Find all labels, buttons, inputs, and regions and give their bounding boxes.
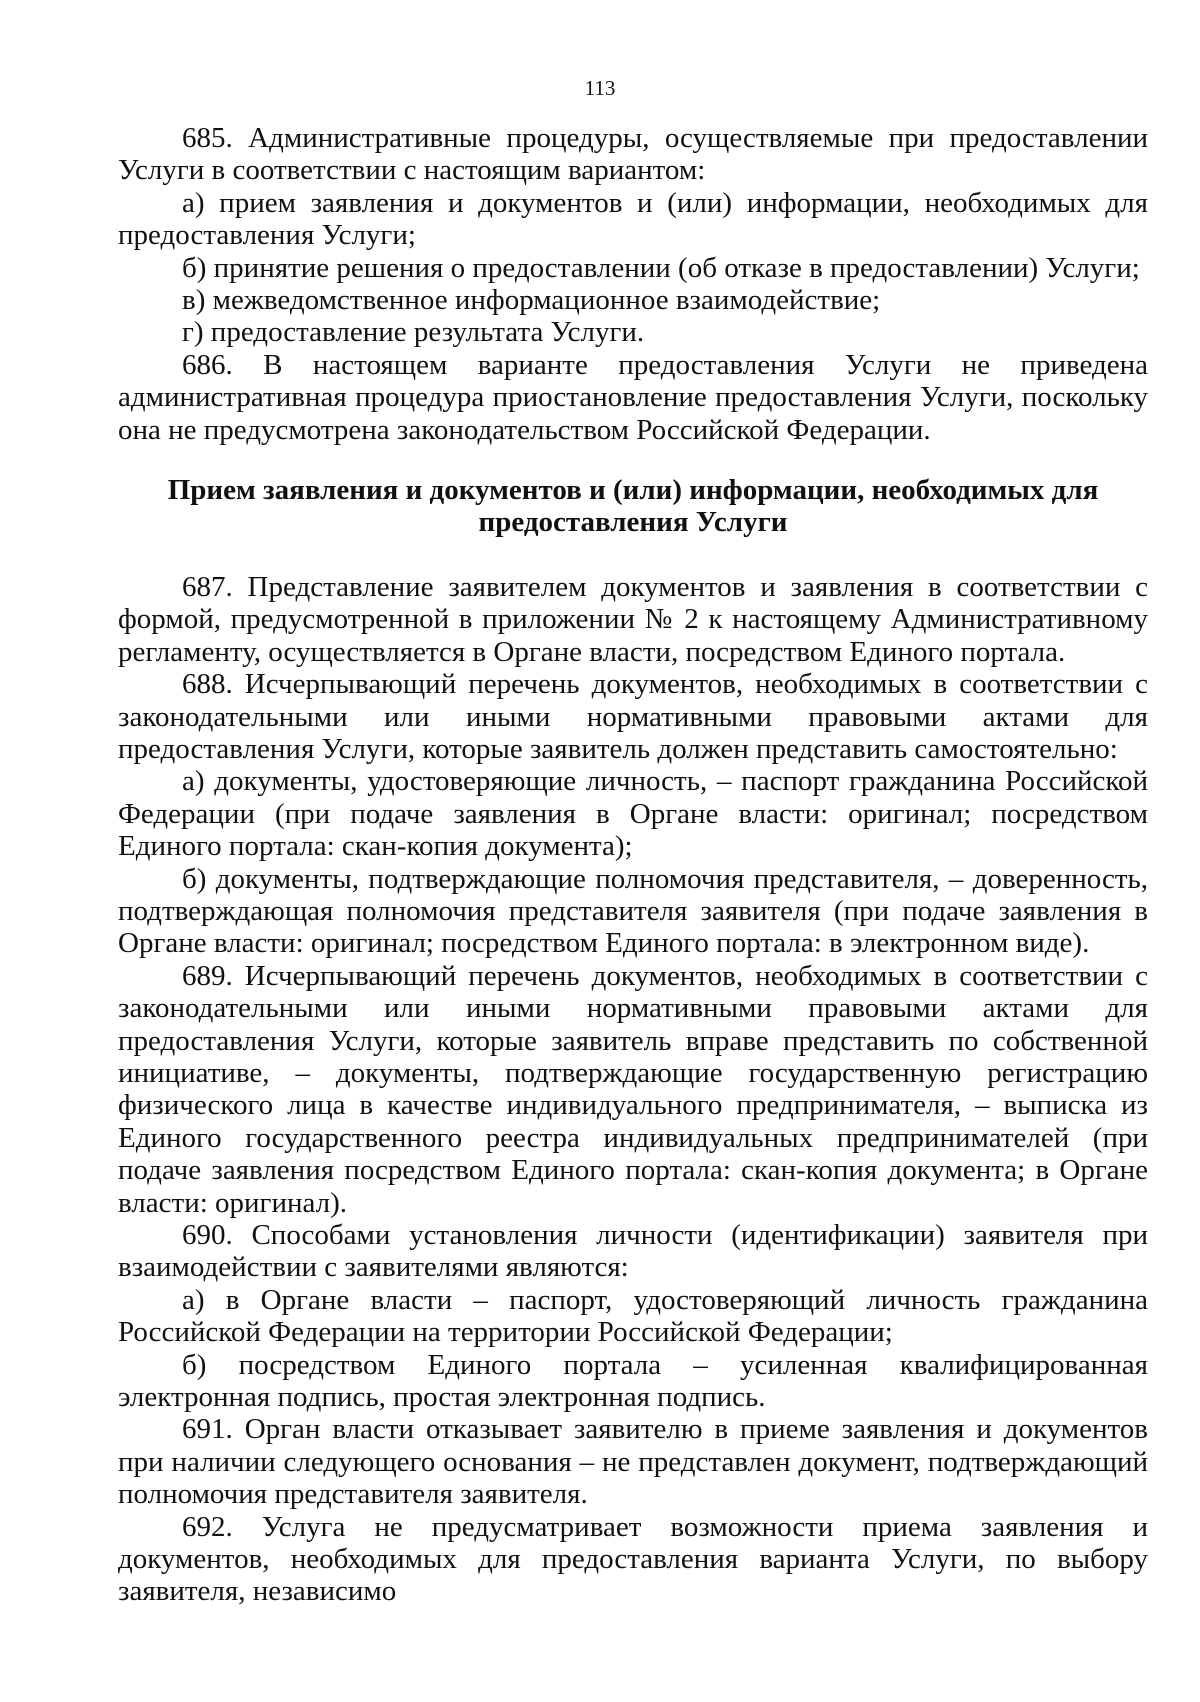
paragraph-692: 692. Услуга не предусматривает возможности приема заявления и документов, необходимых для предоставления варианта Услуги, по выбору заявителя, независимо xyxy=(118,1510,1148,1608)
list-item-a: а) документы, удостоверяющие личность, – паспорт гражданина Российской Федерации (при подаче заявления в Органе власти: оригинал; посредством Единого портала: скан-копия документа); xyxy=(118,765,1148,863)
list-item-a: а) в Органе власти – паспорт, удостоверяющий личность гражданина Российской Федерации на территории Российской Федерации; xyxy=(118,1283,1148,1349)
list-item-v: в) межведомственное информационное взаимодействие; xyxy=(182,284,881,317)
list-item-b: б) документы, подтверждающие полномочия представителя, – доверенность, подтверждающая полномочия представителя заявителя (при подаче заявления в Органе власти: оригинал; посредством Единого портала: в электронном виде). xyxy=(118,862,1148,960)
paragraph-690: 690. Способами установления личности (идентификации) заявителя при взаимодействии с заявителями являются: xyxy=(118,1219,1148,1284)
list-item-b: б) посредством Единого портала – усиленная квалифицированная электронная подпись, простая электронная подпись. xyxy=(118,1348,1148,1414)
paragraph-685: 685. Административные процедуры, осуществляемые при предоставлении Услуги в соответствии с настоящим вариантом: xyxy=(118,122,1148,187)
list-item-b: б) принятие решения о предоставлении (об отказе в предоставлении) Услуги; xyxy=(182,251,1140,284)
paragraph-686: 686. В настоящем варианте предоставления Услуги не приведена административная процедура приостановление предоставления Услуги, поскольку она не предусмотрена законодательством Российской Федерации. xyxy=(118,348,1148,446)
list-item-g: г) предоставление результата Услуги. xyxy=(182,316,645,349)
list-item-a: а) прием заявления и документов и (или) информации, необходимых для предоставления Услуги; xyxy=(118,186,1148,252)
section-heading: Прием заявления и документов и (или) информации, необходимых для предоставления Услуги xyxy=(167,474,1099,539)
paragraph-691: 691. Орган власти отказывает заявителю в приеме заявления и документов при наличии следующего основания – не представлен документ, подтверждающий полномочия представителя заявителя. xyxy=(118,1413,1148,1511)
page-number: 113 xyxy=(584,76,616,100)
paragraph-688: 688. Исчерпывающий перечень документов, необходимых в соответствии с законодательными или иными нормативными правовыми актами для предоставления Услуги, которые заявитель должен представить самостоятельно: xyxy=(118,668,1148,765)
document-body xyxy=(118,122,1148,1608)
paragraph-687: 687. Представление заявителем документов и заявления в соответствии с формой, предусмотренной в приложении № 2 к настоящему Административному регламенту, осуществляется в Органе власти, посредством Единого портала. xyxy=(118,570,1148,668)
paragraph-689: 689. Исчерпывающий перечень документов, необходимых в соответствии с законодательными или иными нормативными правовыми актами для предоставления Услуги, которые заявитель вправе представить по собственной инициативе, – документы, подтверждающие государственную регистрацию физического лица в качестве индивидуального предпринимателя, – выписка из Единого государственного реестра индивидуальных предпринимателей (при подаче заявления посредством Единого портала: скан-копия документа; в Органе власти: оригинал). xyxy=(118,959,1148,1219)
